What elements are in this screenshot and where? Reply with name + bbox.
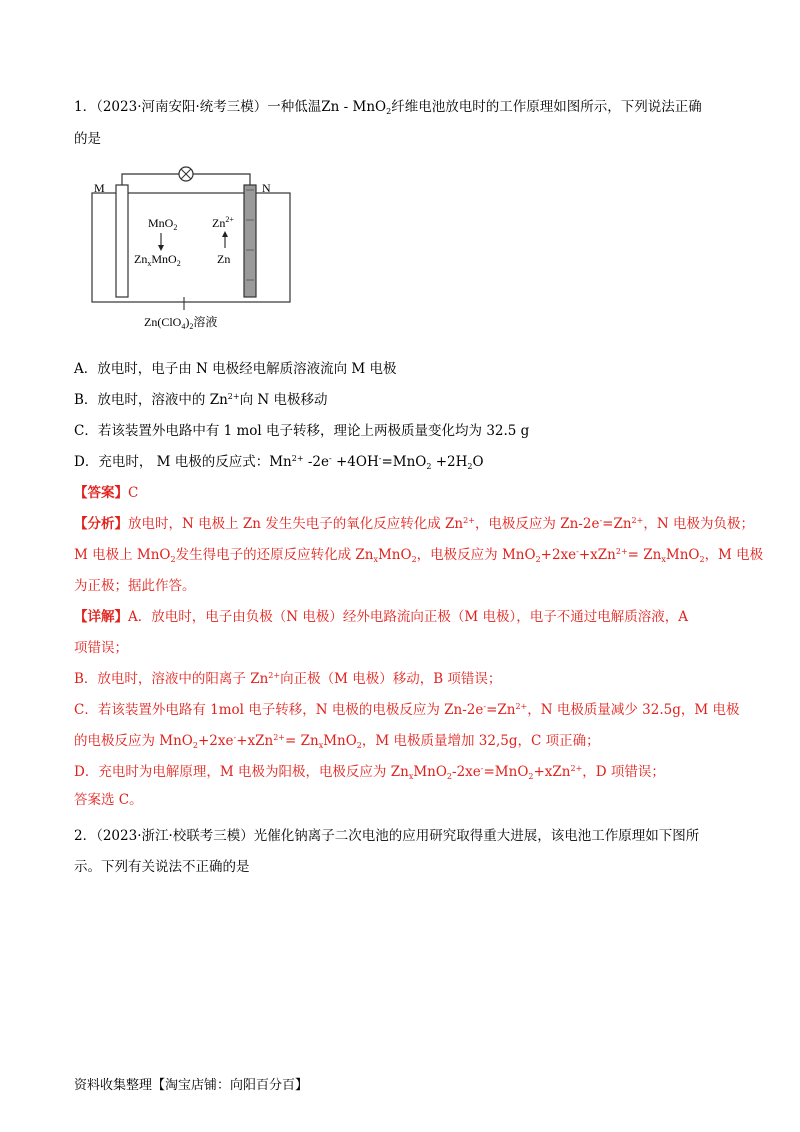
answer-label: 【答案】 — [74, 485, 128, 501]
option-b: B．放电时，溶液中的 $Zn^{2+}$向 N 电极移动 — [74, 392, 328, 408]
analysis-line-2: M 电极上 MnO$_2$发生得电子的还原反应转化成 $Zn_xMnO_2$，电极反应为 $MnO_2+2xe^-+xZn^{2+}= Zn_xMnO_2$，M 电极 — [74, 547, 764, 564]
detail-option-c-line-2: 的电极反应为 $MnO_2+2xe^-+xZn^{2+}= Zn_xMnO_2$，M 电极质量增加 32,5g，C 项正确； — [74, 733, 600, 750]
subscript: 2 — [386, 107, 392, 116]
question-stem-formula: Zn - MnO — [321, 99, 387, 115]
question-stem-text: 纤维电池放电时的工作原理如图所示，下列说法正确 — [391, 99, 702, 115]
mno2-label: MnO$_2$ — [148, 216, 178, 232]
page-footer: 资料收集整理【淘宝店铺：向阳百分百】 — [74, 1078, 309, 1093]
electrode-m — [116, 185, 128, 297]
answer-value: C — [128, 485, 139, 501]
analysis-line-1: 【分析】放电时，N 电极上 Zn 发生失电子的氧化反应转化成 $Zn^{2+}$，电极反应为 $Zn-2e^-=Zn^{2+}$，N 电极为负极； — [74, 516, 754, 532]
question-number: 1． — [74, 99, 97, 115]
option-c: C．若该装置外电路中有 1 mol 电子转移，理论上两极质量变化均为 32.5 g — [74, 423, 530, 439]
detail-option-c-line-1: C．若该装置外电路有 1mol 电子转移，N 电极的电极反应为 $Zn-2e^-=Zn^{2+}$，N 电极质量减少 32.5g，M 电极 — [74, 702, 740, 718]
detail-line-2: 项错误； — [74, 640, 128, 656]
detail-conclusion: 答案选 C。 — [74, 792, 143, 808]
option-a: A．放电时，电子由 N 电极经电解质溶液流向 M 电极 — [74, 361, 397, 377]
question-1-stem-line-1 — [74, 97, 702, 117]
detail-label: 【详解】 — [74, 609, 128, 625]
question-1-stem-line-2: 的是 — [74, 131, 101, 147]
analysis-label: 【分析】 — [74, 516, 128, 532]
detail-line-1: 【详解】A．放电时，电子由负极（N 电极）经外电路流向正极（M 电极），电子不通过电解质溶液，A — [74, 609, 688, 625]
question-source: （2023·河南安阳·统考三模） — [96, 99, 268, 115]
znxmno2-label: $Zn_xMnO_2$ — [134, 252, 181, 268]
zn-ion-label: $Zn^{2+}$ — [212, 215, 234, 230]
question-stem-text: 一种低温 — [267, 99, 322, 115]
answer-line — [74, 483, 138, 503]
battery-diagram — [86, 160, 296, 340]
question-2-stem-line-2: 示。下列有关说法不正确的是 — [74, 859, 250, 875]
question-2-stem-line-1: 2．（2023·浙江·校联考三模）光催化钠离子二次电池的应用研究取得重大进展，该电池工作原理如下图所 — [74, 828, 700, 844]
option-d: D．充电时， M 电极的反应式：$Mn^{2+}$ $-2e^- +4OH^-=MnO_2 +2H_2O$ — [74, 454, 484, 471]
label-n: N — [262, 181, 271, 195]
zn-label: Zn — [217, 252, 231, 266]
analysis-line-3: 为正极；据此作答。 — [74, 578, 196, 594]
solution-label: $Zn(ClO_4)_2$溶液 — [144, 315, 218, 331]
detail-option-d: D．充电时为电解原理，M 电极为阳极，电极反应为 $Zn_xMnO_2-2xe^-=MnO_2+xZn^{2+}$，D 项错误； — [74, 764, 665, 781]
question-number: 2． — [74, 828, 97, 844]
label-m: M — [94, 181, 105, 195]
detail-option-b: B．放电时，溶液中的阳离子 $Zn^{2+}$向正极（M 电极）移动，B 项错误； — [74, 671, 502, 687]
